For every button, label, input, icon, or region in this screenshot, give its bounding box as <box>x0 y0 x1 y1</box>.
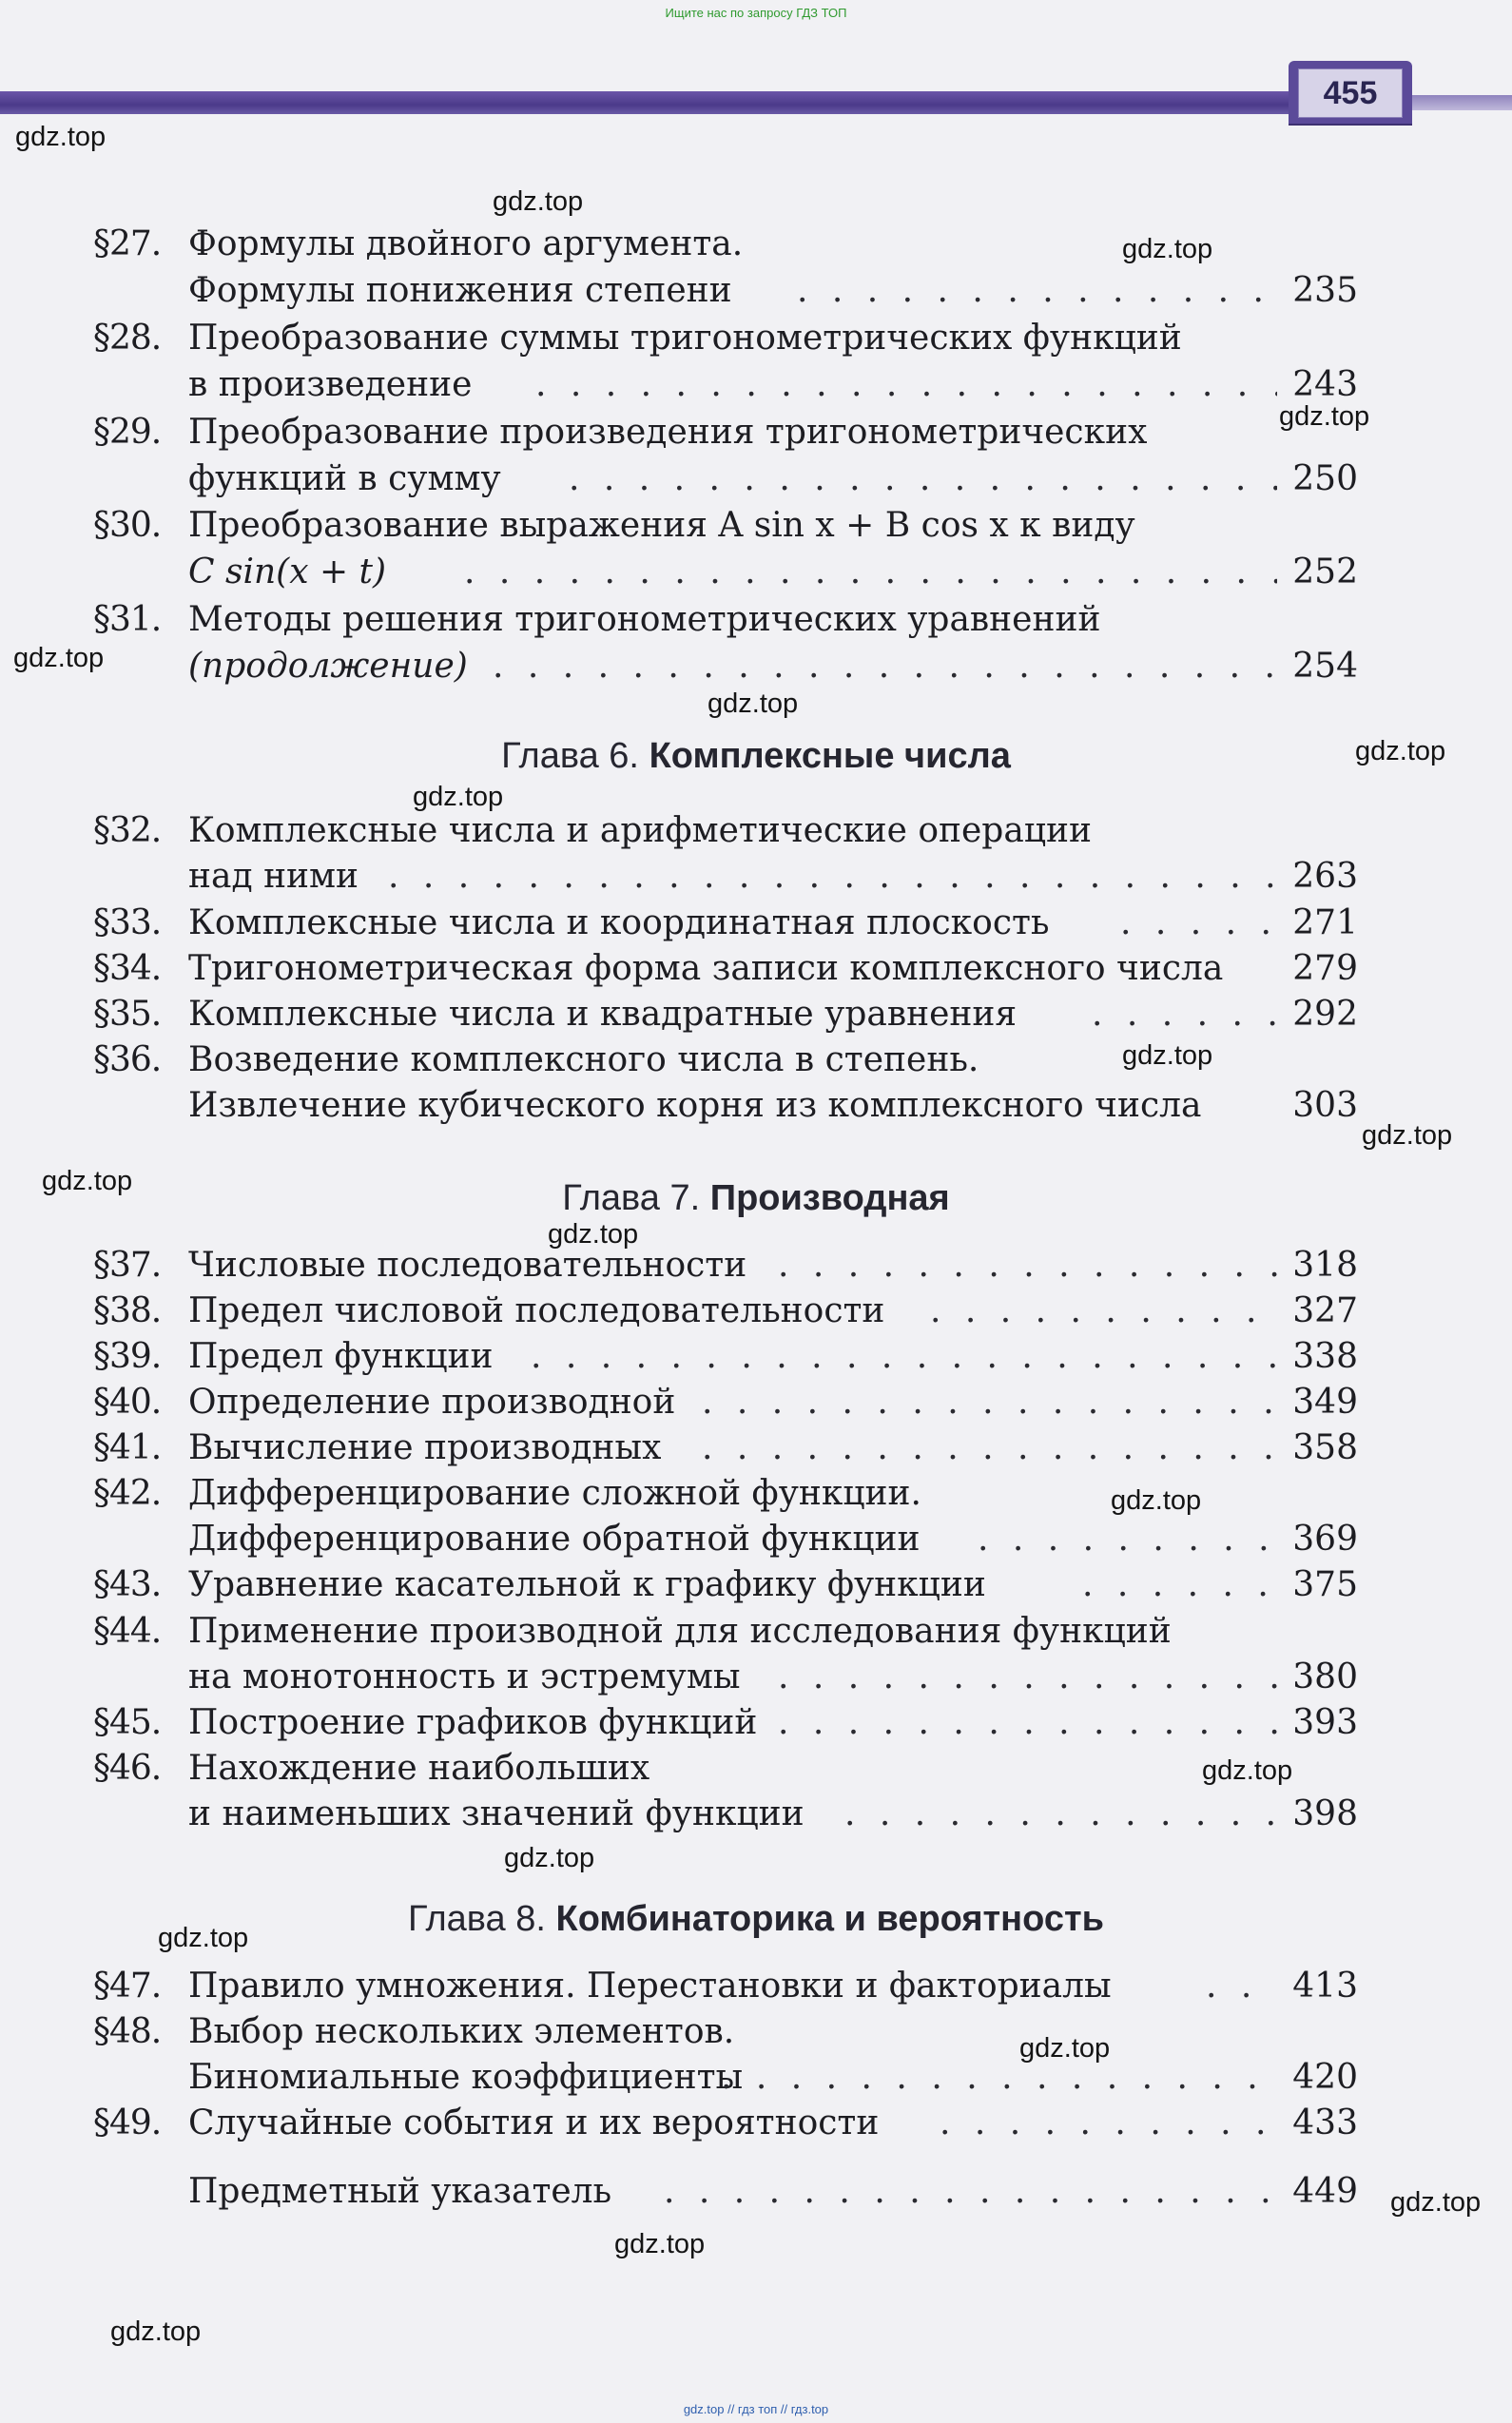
watermark: gdz.top <box>1111 1485 1202 1516</box>
toc-title: Дифференцирование обратной функции <box>188 1520 921 1559</box>
toc-entry <box>93 2054 1358 2102</box>
toc-paragraph-number: §40. <box>93 1383 162 1422</box>
toc-paragraph-number: §27. <box>93 224 162 263</box>
toc-title: Комплексные числа и квадратные уравнения <box>188 995 1018 1034</box>
toc-entry <box>93 315 1358 362</box>
toc-paragraph-number: §38. <box>93 1291 162 1330</box>
toc-entry <box>93 853 1358 901</box>
toc-entry <box>93 1288 1358 1335</box>
watermark: gdz.top <box>1122 1040 1213 1071</box>
toc-leader-dots <box>1082 1561 1277 1609</box>
toc-entry <box>93 2008 1358 2056</box>
toc-entry <box>93 1425 1358 1472</box>
toc-leader-dots <box>1120 900 1277 947</box>
toc-page-number: 369 <box>1292 1520 1358 1559</box>
toc-paragraph-number: §48. <box>93 2012 162 2051</box>
toc-title: над ними <box>188 857 359 896</box>
header-band <box>0 91 1293 114</box>
watermark: gdz.top <box>1122 234 1213 264</box>
chapter-heading <box>0 732 1512 780</box>
toc-title: Определение производной <box>188 1383 676 1422</box>
toc-title: Правило умножения. Перестановки и факториалы <box>188 1967 1112 2006</box>
toc-title: Тригонометрическая форма записи комплексного числа <box>188 949 1224 988</box>
toc-entry <box>93 1745 1358 1793</box>
toc-paragraph-number: §30. <box>93 506 162 545</box>
toc-entry <box>93 409 1358 456</box>
toc-title: Случайные события и их вероятности <box>188 2103 880 2142</box>
toc-page-number: 318 <box>1292 1246 1358 1285</box>
toc-title: Извлечение кубического корня из комплексного числа <box>188 1086 1202 1125</box>
toc-paragraph-number: §47. <box>93 1967 162 2006</box>
toc-title: Биномиальные коэффициенты <box>188 2058 744 2097</box>
toc-paragraph-number: §39. <box>93 1337 162 1376</box>
toc-entry <box>93 1561 1358 1609</box>
watermark: gdz.top <box>614 2229 706 2259</box>
toc-title: Формулы понижения степени <box>188 271 732 310</box>
watermark: gdz.top <box>42 1166 133 1196</box>
toc-entry <box>93 361 1358 409</box>
chapter-title: Комбинаторика и вероятность <box>555 1899 1104 1939</box>
toc-leader-dots <box>464 549 1277 596</box>
toc-page-number: 375 <box>1292 1565 1358 1604</box>
watermark: gdz.top <box>1362 1120 1453 1151</box>
toc-paragraph-number: §31. <box>93 600 162 639</box>
toc-leader-dots <box>940 2100 1277 2147</box>
toc-entry <box>93 2168 1358 2216</box>
watermark: gdz.top <box>15 122 107 152</box>
toc-leader-dots <box>1206 1963 1277 2010</box>
toc-page-number: 303 <box>1292 1086 1358 1125</box>
toc-leader-dots <box>388 853 1277 901</box>
toc-title: Преобразование выражения A sin x + B cos x к виду <box>188 506 1135 545</box>
toc-leader-dots <box>978 1516 1277 1563</box>
toc-title: Применение производной для исследования функций <box>188 1612 1172 1651</box>
watermark: gdz.top <box>1390 2187 1482 2218</box>
toc-entry <box>93 549 1358 596</box>
watermark: gdz.top <box>708 688 799 719</box>
toc-paragraph-number: §46. <box>93 1749 162 1788</box>
toc-leader-dots <box>702 1425 1277 1472</box>
toc-entry <box>93 900 1358 947</box>
toc-page-number: 327 <box>1292 1291 1358 1330</box>
toc-leader-dots <box>930 1288 1277 1335</box>
toc-title: Преобразование произведения тригонометрических <box>188 413 1148 452</box>
watermark: gdz.top <box>158 1923 249 1953</box>
toc-page-number: 433 <box>1292 2103 1358 2142</box>
toc-paragraph-number: §35. <box>93 995 162 1034</box>
toc-title: Числовые последовательности <box>188 1246 747 1285</box>
toc-entry <box>93 991 1358 1038</box>
toc-entry <box>93 1791 1358 1838</box>
toc-paragraph-number: §34. <box>93 949 162 988</box>
toc-title: и наименьших значений функции <box>188 1794 804 1833</box>
chapter-prefix: Глава 7. <box>562 1178 701 1218</box>
toc-paragraph-number: §36. <box>93 1040 162 1079</box>
watermark: gdz.top <box>1279 401 1370 432</box>
toc-title: Возведение комплексного числа в степень. <box>188 1040 979 1079</box>
toc-page-number: 420 <box>1292 2058 1358 2097</box>
toc-title: Методы решения тригонометрических уравнений <box>188 600 1101 639</box>
chapter-heading <box>0 1174 1512 1222</box>
toc-paragraph-number: §37. <box>93 1246 162 1285</box>
toc-title: Выбор нескольких элементов. <box>188 2012 735 2051</box>
watermark: gdz.top <box>1355 736 1446 766</box>
toc-title: Формулы двойного аргумента. <box>188 224 744 263</box>
toc-page-number: 235 <box>1292 271 1358 310</box>
toc-leader-dots <box>778 1654 1277 1701</box>
toc-title: Предел функции <box>188 1337 494 1376</box>
toc-leader-dots <box>664 2168 1277 2216</box>
toc-entry <box>93 807 1358 855</box>
toc-paragraph-number: §45. <box>93 1703 162 1742</box>
toc-title: Преобразование суммы тригонометрических функций <box>188 319 1182 358</box>
toc-title: Предел числовой последовательности <box>188 1291 885 1330</box>
toc-entry <box>93 267 1358 315</box>
toc-title: Нахождение наибольших <box>188 1749 650 1788</box>
watermark: gdz.top <box>110 2316 202 2347</box>
toc-entry <box>93 1242 1358 1289</box>
toc-paragraph-number: §44. <box>93 1612 162 1651</box>
page-number: 455 <box>1298 68 1403 118</box>
toc-entry <box>93 1333 1358 1381</box>
watermark: gdz.top <box>548 1219 639 1250</box>
toc-page-number: 250 <box>1292 459 1358 498</box>
toc-title: Комплексные числа и координатная плоскость <box>188 903 1050 942</box>
watermark: gdz.top <box>493 186 584 217</box>
toc-title: Предметный указатель <box>188 2172 612 2211</box>
toc-entry <box>93 502 1358 550</box>
toc-entry <box>93 1963 1358 2010</box>
toc-page-number: 393 <box>1292 1703 1358 1742</box>
toc-page-number: 358 <box>1292 1428 1358 1467</box>
toc-page-number: 271 <box>1292 903 1358 942</box>
toc-leader-dots <box>844 1791 1277 1838</box>
toc-entry <box>93 1379 1358 1426</box>
toc-leader-dots <box>493 643 1277 690</box>
toc-entry <box>93 1608 1358 1656</box>
toc-title: Вычисление производных <box>188 1428 662 1467</box>
watermark: gdz.top <box>504 1843 595 1873</box>
toc-page-number: 349 <box>1292 1383 1358 1422</box>
toc-paragraph-number: §29. <box>93 413 162 452</box>
toc-title: Комплексные числа и арифметические операции <box>188 811 1092 850</box>
toc-entry <box>93 596 1358 644</box>
toc-title: на монотонность и эстремумы <box>188 1657 741 1696</box>
chapter-prefix: Глава 6. <box>501 736 639 776</box>
toc-leader-dots <box>569 456 1277 503</box>
toc-title: Уравнение касательной к графику функции <box>188 1565 986 1604</box>
toc-entry <box>93 1699 1358 1747</box>
toc-leader-dots <box>1092 991 1277 1038</box>
chapter-prefix: Глава 8. <box>408 1899 546 1939</box>
toc-page-number: 292 <box>1292 995 1358 1034</box>
toc-page-number: 449 <box>1292 2172 1358 2211</box>
toc-entry <box>93 456 1358 503</box>
watermark: gdz.top <box>13 643 105 673</box>
toc-entry <box>93 1654 1358 1701</box>
toc-entry <box>93 1082 1358 1130</box>
top-notice: Ищите нас по запросу ГДЗ ТОП <box>665 6 847 20</box>
toc-paragraph-number: §42. <box>93 1474 162 1513</box>
toc-paragraph-number: §32. <box>93 811 162 850</box>
header-band-right <box>1412 95 1512 110</box>
toc-page-number: 243 <box>1292 365 1358 404</box>
toc-leader-dots <box>778 1699 1277 1747</box>
bottom-notice: gdz.top // гдз топ // гдз.top <box>683 2402 829 2416</box>
chapter-title: Комплексные числа <box>649 736 1011 776</box>
toc-leader-dots <box>531 1333 1277 1381</box>
toc-leader-dots <box>778 1242 1277 1289</box>
toc-paragraph-number: §33. <box>93 903 162 942</box>
toc-paragraph-number: §49. <box>93 2103 162 2142</box>
toc-page-number: 252 <box>1292 552 1358 591</box>
toc-page-number: 254 <box>1292 647 1358 686</box>
toc-entry <box>93 2100 1358 2147</box>
toc-paragraph-number: §28. <box>93 319 162 358</box>
toc-page-number: 380 <box>1292 1657 1358 1696</box>
toc-page-number: 338 <box>1292 1337 1358 1376</box>
chapter-title: Производная <box>709 1178 950 1218</box>
toc-title: C sin(x + t) <box>188 552 387 591</box>
toc-leader-dots <box>702 1379 1277 1426</box>
toc-page-number: 279 <box>1292 949 1358 988</box>
toc-paragraph-number: §43. <box>93 1565 162 1604</box>
watermark: gdz.top <box>1202 1755 1293 1786</box>
toc-entry <box>93 945 1358 993</box>
toc-title: в произведение <box>188 365 473 404</box>
watermark: gdz.top <box>1019 2033 1111 2064</box>
toc-page-number: 398 <box>1292 1794 1358 1833</box>
toc-title: (продолжение) <box>188 647 468 686</box>
toc-leader-dots <box>797 267 1277 315</box>
toc-title: Построение графиков функций <box>188 1703 758 1742</box>
toc-title: Дифференцирование сложной функции. <box>188 1474 921 1513</box>
toc-page-number: 263 <box>1292 857 1358 896</box>
toc-paragraph-number: §41. <box>93 1428 162 1467</box>
toc-entry <box>93 643 1358 690</box>
toc-leader-dots <box>535 361 1277 409</box>
toc-leader-dots <box>721 2054 1277 2102</box>
toc-entry <box>93 1516 1358 1563</box>
watermark: gdz.top <box>413 782 504 812</box>
toc-title: функций в сумму <box>188 459 501 498</box>
toc-page-number: 413 <box>1292 1967 1358 2006</box>
